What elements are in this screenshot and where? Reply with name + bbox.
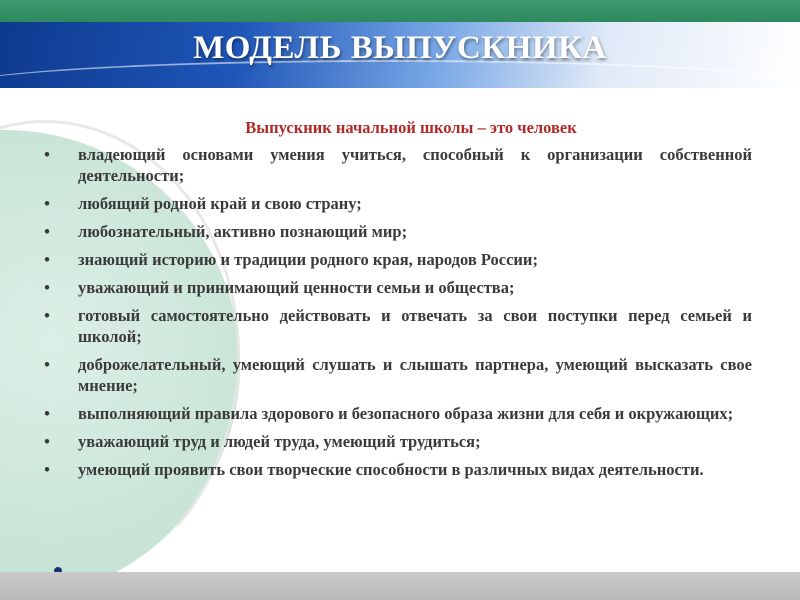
top-green-strip (0, 0, 800, 22)
bullet-icon: • (44, 404, 50, 423)
list-item (40, 459, 752, 480)
list-item (40, 431, 752, 452)
list-item (40, 221, 752, 242)
list-item (40, 305, 752, 347)
list-item-text: знающий историю и традиции родного края, народов России; (78, 250, 538, 269)
list-item-text: владеющий основами умения учиться, способный к организации собственной деятельности; (78, 145, 752, 185)
bullet-icon: • (44, 278, 50, 297)
list-item (40, 277, 752, 298)
bullet-icon: • (44, 145, 50, 164)
qualities-list (40, 144, 752, 480)
list-item-text: любознательный, активно познающий мир; (78, 222, 408, 241)
bullet-icon: • (44, 432, 50, 451)
list-item-text: любящий родной край и свою страну; (78, 194, 362, 213)
list-item (40, 249, 752, 270)
list-item (40, 193, 752, 214)
list-item (40, 144, 752, 186)
slide-title: МОДЕЛЬ ВЫПУСКНИКА (193, 30, 607, 66)
bullet-icon: • (44, 194, 50, 213)
list-item (40, 403, 752, 424)
bullet-icon: • (44, 222, 50, 241)
list-item-text: доброжелательный, умеющий слушать и слышать партнера, умеющий высказать свое мнение; (78, 355, 752, 395)
bullet-icon: • (44, 250, 50, 269)
bullet-icon: • (44, 355, 50, 374)
bullet-icon: • (44, 306, 50, 325)
list-item-text: уважающий и принимающий ценности семьи и общества; (78, 278, 515, 297)
slide-content (40, 118, 752, 487)
list-item-text: готовый самостоятельно действовать и отвечать за свои поступки перед семьей и школой; (78, 306, 752, 346)
intro-heading: Выпускник начальной школы – это человек (245, 118, 577, 137)
bottom-gray-bar (0, 572, 800, 600)
list-item (40, 354, 752, 396)
list-item-text: уважающий труд и людей труда, умеющий трудиться; (78, 432, 481, 451)
list-item-text: умеющий проявить свои творческие способности в различных видах деятельности. (78, 460, 704, 479)
list-item-text: выполняющий правила здорового и безопасного образа жизни для себя и окружающих; (78, 404, 734, 423)
bullet-icon: • (44, 460, 50, 479)
